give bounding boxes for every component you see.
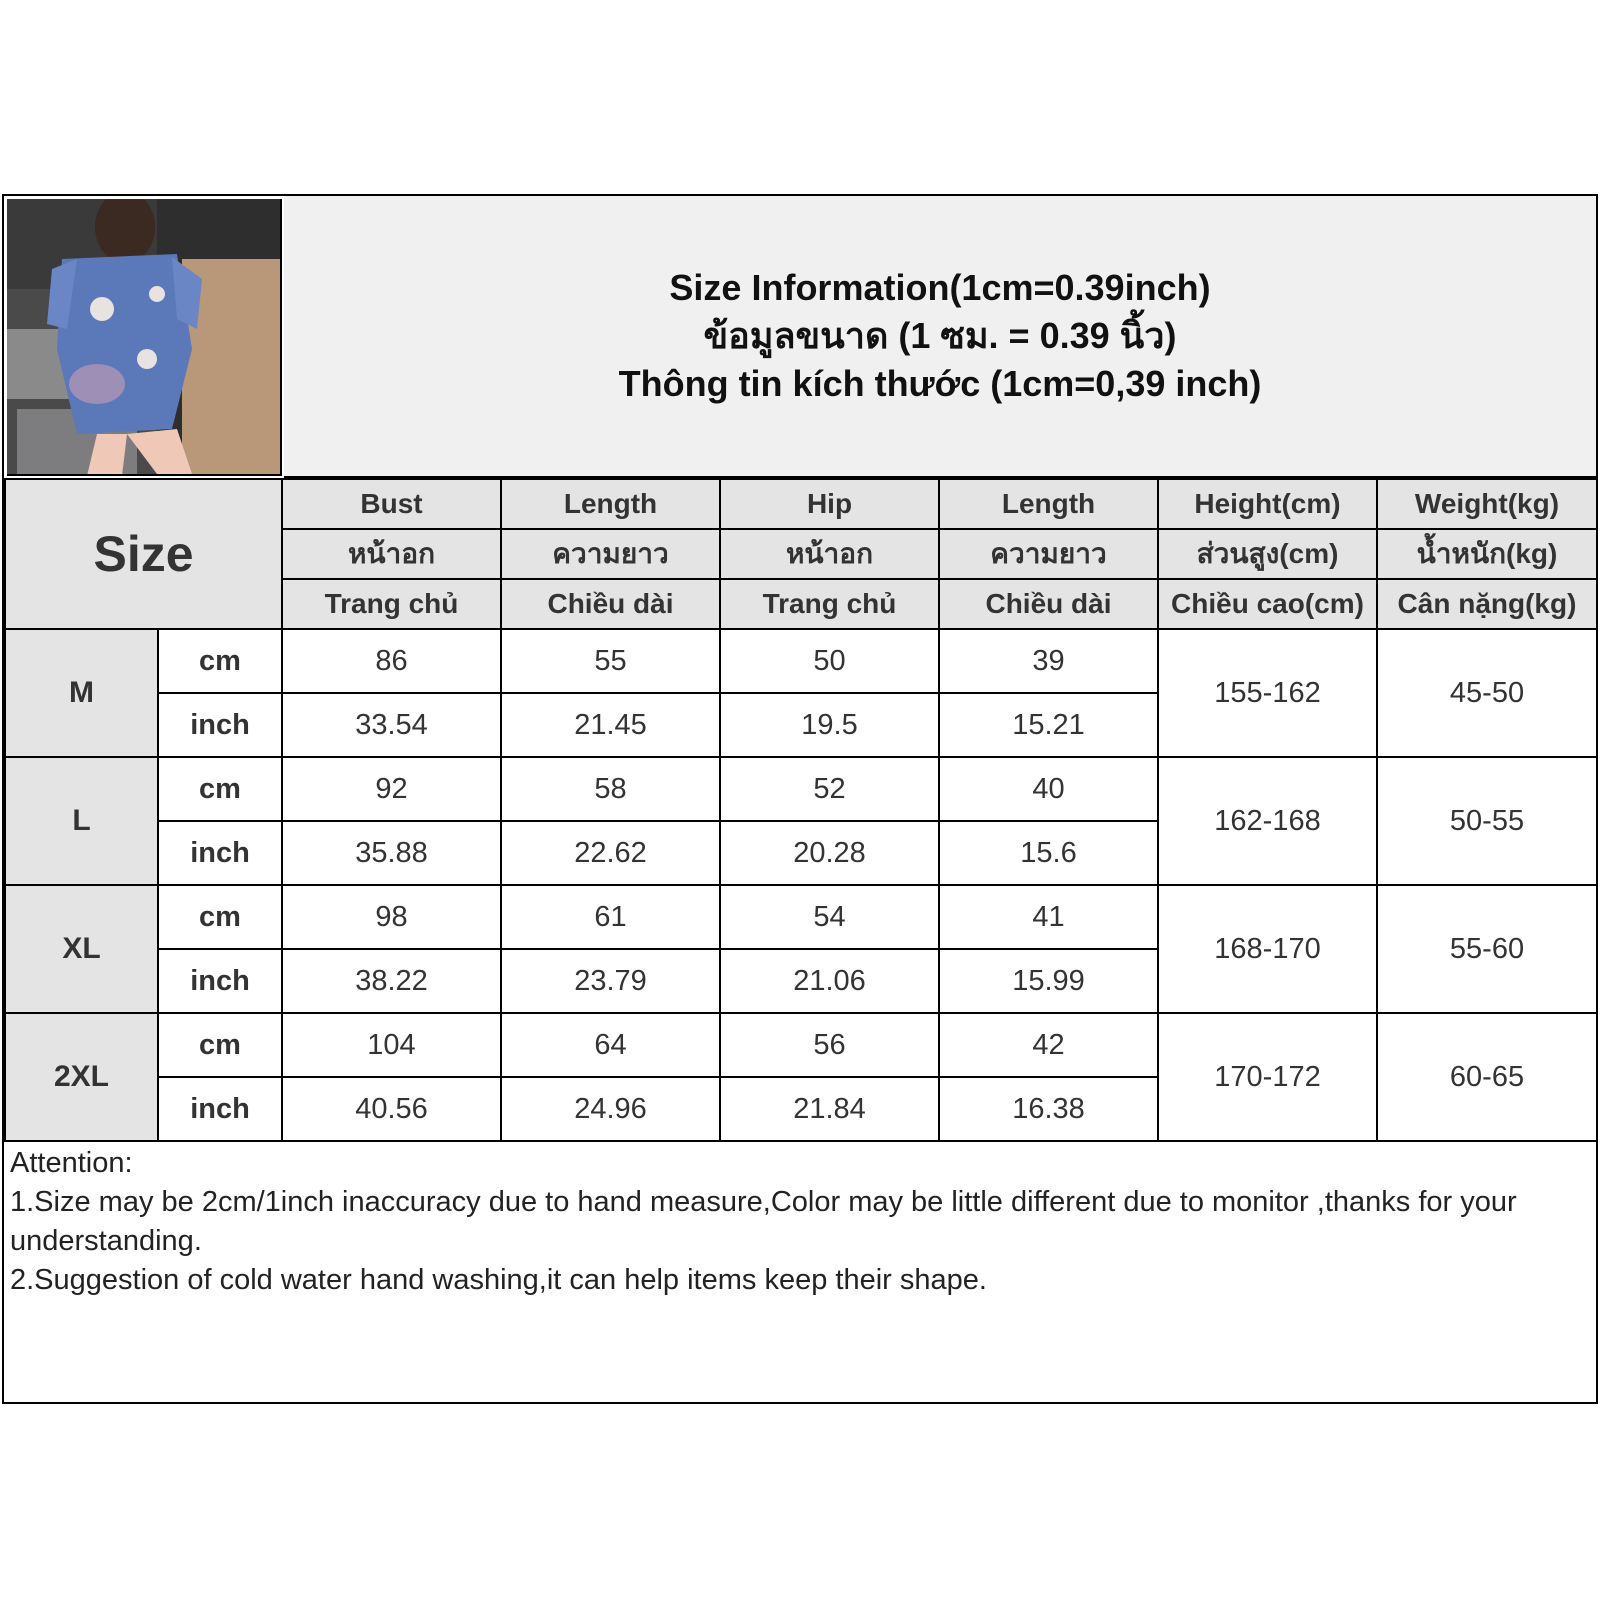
- unit-inch: inch: [158, 1077, 282, 1141]
- height-range: 170-172: [1158, 1013, 1377, 1141]
- hip-cm: 56: [720, 1013, 939, 1077]
- unit-inch: inch: [158, 949, 282, 1013]
- bust-inch: 35.88: [282, 821, 501, 885]
- length-cm: 58: [501, 757, 720, 821]
- height-range: 162-168: [1158, 757, 1377, 885]
- header-bust-vi: Trang chủ: [282, 579, 501, 629]
- header-height-th: ส่วนสูง(cm): [1158, 529, 1377, 579]
- header-hip-th: หน้าอก: [720, 529, 939, 579]
- model-photo-image: [7, 199, 282, 476]
- bust-cm: 98: [282, 885, 501, 949]
- weight-range: 50-55: [1377, 757, 1597, 885]
- table-row: [5, 629, 1597, 693]
- header-length2-vi: Chiều dài: [939, 579, 1158, 629]
- hip-cm: 50: [720, 629, 939, 693]
- header-bust-en: Bust: [282, 479, 501, 529]
- header-length-vi: Chiều dài: [501, 579, 720, 629]
- header-height-vi: Chiều cao(cm): [1158, 579, 1377, 629]
- size-name: L: [5, 757, 158, 885]
- length2-inch: 15.6: [939, 821, 1158, 885]
- unit-cm: cm: [158, 885, 282, 949]
- attention-heading: Attention:: [10, 1147, 133, 1179]
- unit-inch: inch: [158, 821, 282, 885]
- unit-cm: cm: [158, 629, 282, 693]
- unit-cm: cm: [158, 1013, 282, 1077]
- title-english: Size Information(1cm=0.39inch): [669, 267, 1211, 308]
- title-vietnamese: Thông tin kích thước (1cm=0,39 inch): [618, 363, 1262, 404]
- header-bust-th: หน้าอก: [282, 529, 501, 579]
- unit-cm: cm: [158, 757, 282, 821]
- header-length2-th: ความยาว: [939, 529, 1158, 579]
- length2-inch: 15.99: [939, 949, 1158, 1013]
- attention-note-2: 2.Suggestion of cold water hand washing,it can help items keep their shape.: [10, 1264, 987, 1296]
- table-row: [5, 885, 1597, 949]
- header-length-en: Length: [501, 479, 720, 529]
- hip-cm: 52: [720, 757, 939, 821]
- length2-inch: 16.38: [939, 1077, 1158, 1141]
- table-row: [5, 1013, 1597, 1077]
- length-cm: 55: [501, 629, 720, 693]
- hip-inch: 21.06: [720, 949, 939, 1013]
- height-range: 155-162: [1158, 629, 1377, 757]
- size-name: 2XL: [5, 1013, 158, 1141]
- bust-cm: 104: [282, 1013, 501, 1077]
- length-cm: 64: [501, 1013, 720, 1077]
- attention-notes: [4, 1138, 1596, 1402]
- unit-inch: inch: [158, 693, 282, 757]
- header-weight-en: Weight(kg): [1377, 479, 1597, 529]
- length2-inch: 15.21: [939, 693, 1158, 757]
- weight-range: 55-60: [1377, 885, 1597, 1013]
- size-column-header: Size: [5, 479, 282, 629]
- weight-range: 45-50: [1377, 629, 1597, 757]
- length-inch: 21.45: [501, 693, 720, 757]
- length2-cm: 41: [939, 885, 1158, 949]
- length-inch: 24.96: [501, 1077, 720, 1141]
- bust-cm: 92: [282, 757, 501, 821]
- hip-cm: 54: [720, 885, 939, 949]
- bust-inch: 33.54: [282, 693, 501, 757]
- header-hip-en: Hip: [720, 479, 939, 529]
- title-thai: ข้อมูลขนาด (1 ซม. = 0.39 นิ้ว): [703, 315, 1177, 356]
- hip-inch: 21.84: [720, 1077, 939, 1141]
- header-length-th: ความยาว: [501, 529, 720, 579]
- bust-cm: 86: [282, 629, 501, 693]
- hip-inch: 19.5: [720, 693, 939, 757]
- weight-range: 60-65: [1377, 1013, 1597, 1141]
- header-length2-en: Length: [939, 479, 1158, 529]
- hip-inch: 20.28: [720, 821, 939, 885]
- length-inch: 22.62: [501, 821, 720, 885]
- header-weight-th: น้ำหนัก(kg): [1377, 529, 1597, 579]
- bust-inch: 40.56: [282, 1077, 501, 1141]
- height-range: 168-170: [1158, 885, 1377, 1013]
- length2-cm: 40: [939, 757, 1158, 821]
- header-height-en: Height(cm): [1158, 479, 1377, 529]
- title-box: [284, 196, 1596, 478]
- length-inch: 23.79: [501, 949, 720, 1013]
- length-cm: 61: [501, 885, 720, 949]
- table-row: [5, 757, 1597, 821]
- header-hip-vi: Trang chủ: [720, 579, 939, 629]
- model-photo: [7, 199, 282, 476]
- attention-note-1: 1.Size may be 2cm/1inch inaccuracy due to hand measure,Color may be little different due to monitor ,thanks for your understanding.: [10, 1186, 1517, 1257]
- size-table: [4, 478, 1598, 1142]
- size-chart-sheet: [2, 194, 1598, 1404]
- bust-inch: 38.22: [282, 949, 501, 1013]
- size-name: M: [5, 629, 158, 757]
- length2-cm: 39: [939, 629, 1158, 693]
- header-weight-vi: Cân nặng(kg): [1377, 579, 1597, 629]
- size-name: XL: [5, 885, 158, 1013]
- length2-cm: 42: [939, 1013, 1158, 1077]
